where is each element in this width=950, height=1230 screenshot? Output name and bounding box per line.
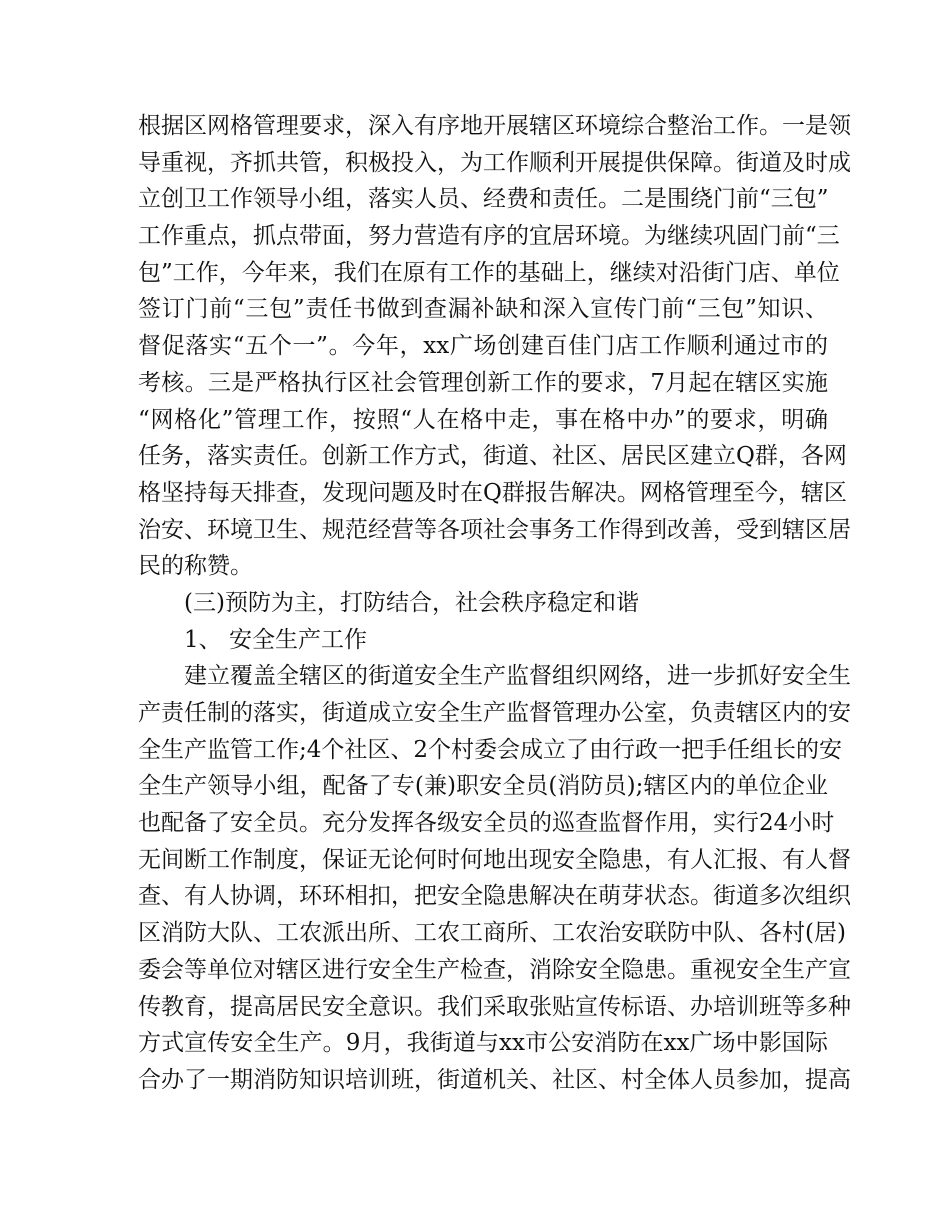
text-line: 1、 安全生产工作 (184, 626, 367, 653)
text-line: 方式宣传安全生产。9月，我街道与xx市公安消防在xx广场中影国际 (138, 1030, 828, 1057)
text-line: 督促落实“五个一”。今年，xx广场创建百佳门店工作顺利通过市的 (138, 333, 828, 360)
text-line: 考核。三是严格执行区社会管理创新工作的要求，7月起在辖区实施 (138, 369, 828, 396)
text-line: 格坚持每天排查，发现问题及时在Q群报告解决。网格管理至今，辖区 (138, 479, 847, 506)
text-line: 区消防大队、工农派出所、工农工商所、工农治安联防中队、各村(居) (138, 920, 846, 947)
text-line: 根据区网格管理要求，深入有序地开展辖区环境综合整治工作。一是领 (138, 113, 851, 139)
text-line: 签订门前“三包”责任书做到查漏补缺和深入宣传门前“三包”知识、 (138, 296, 828, 323)
document-body (138, 108, 851, 1099)
text-line: 全生产领导小组，配备了专(兼)职安全员(消防员);辖区内的单位企业 (138, 773, 828, 800)
text-line: 包”工作，今年来，我们在原有工作的基础上，继续对沿街门店、单位 (138, 259, 840, 286)
text-line: 产责任制的落实，街道成立安全生产监督管理办公室，负责辖区内的安 (138, 700, 851, 726)
text-line: 查、有人协调，环环相扣，把安全隐患解决在萌芽状态。街道多次组织 (138, 883, 851, 910)
text-line: 无间断工作制度，保证无论何时何地出现安全隐患，有人汇报、有人督 (138, 846, 851, 873)
text-line: 民的称赞。 (138, 553, 253, 580)
text-line: (三)预防为主，打防结合，社会秩序稳定和谐 (184, 589, 639, 616)
text-line: 传教育，提高居民安全意识。我们采取张贴宣传标语、办培训班等多种 (138, 993, 851, 1020)
text-line: “网格化”管理工作，按照“人在格中走，事在格中办”的要求，明确 (138, 406, 828, 433)
text-line: 建立覆盖全辖区的街道安全生产监督组织网络，进一步抓好安全生 (184, 663, 851, 690)
text-line: 也配备了安全员。充分发挥各级安全员的巡查监督作用，实行24小时 (138, 810, 835, 837)
text-line: 委会等单位对辖区进行安全生产检查，消除安全隐患。重视安全生产宣 (138, 956, 851, 983)
text-line: 立创卫工作领导小组，落实人员、经费和责任。二是围绕门前“三包” (138, 186, 829, 213)
text-line: 治安、环境卫生、规范经营等各项社会事务工作得到改善，受到辖区居 (138, 516, 851, 543)
text-line: 合办了一期消防知识培训班，街道机关、社区、村全体人员参加，提高 (138, 1066, 851, 1093)
text-line: 任务，落实责任。创新工作方式，街道、社区、居民区建立Q群，各网 (138, 443, 847, 470)
text-line: 导重视，齐抓共管，积极投入，为工作顺利开展提供保障。街道及时成 (138, 149, 851, 176)
text-line: 工作重点，抓点带面，努力营造有序的宜居环境。为继续巩固门前“三 (138, 223, 840, 250)
text-line: 全生产监管工作;4个社区、2个村委会成立了由行政一把手任组长的安 (138, 736, 843, 763)
